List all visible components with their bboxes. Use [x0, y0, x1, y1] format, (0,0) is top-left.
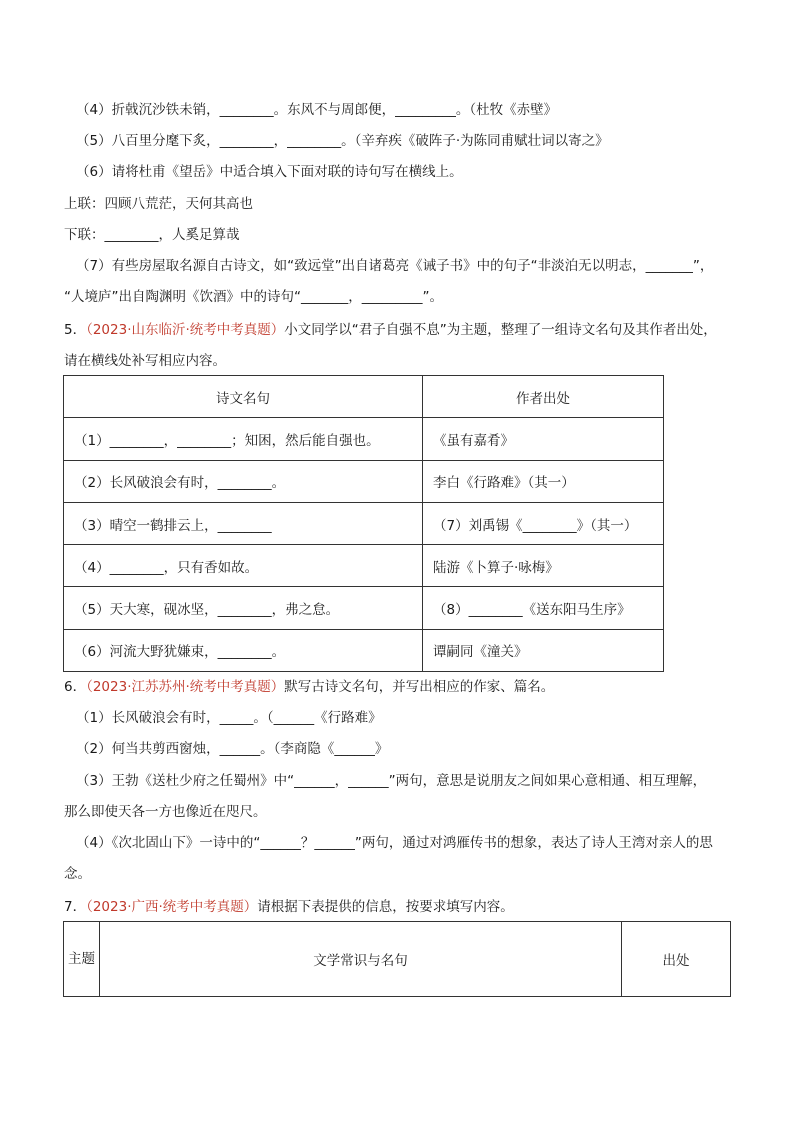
table-cell: （3）晴空一鹤排云上，________	[64, 502, 423, 544]
table-cell: 李白《行路难》（其一）	[423, 460, 664, 502]
q4-item-7-cont: “人境庐”出自陶渊明《饮酒》中的诗句“_______，_________”。	[64, 289, 443, 305]
column-header: 主题	[64, 922, 100, 997]
couplet-upper: 上联：四顾八荒茫，天何其高也	[64, 196, 253, 212]
table-header-row	[64, 376, 664, 418]
exam-source: （2023·山东临沂·统考中考真题）	[86, 322, 285, 338]
q4-item-6: （6）请将杜甫《望岳》中适合填入下面对联的诗句写在横线上。	[76, 164, 463, 180]
table-cell: 陆游《卜算子·咏梅》	[423, 545, 664, 587]
q7-table	[63, 921, 731, 997]
question-number: 6．	[64, 679, 87, 695]
table-cell: （6）河流大野犹嫌束，________。	[64, 629, 423, 671]
table-cell: （4）________，只有香如故。	[64, 545, 423, 587]
table-cell: （1）________，________；知困，然后能自强也。	[64, 418, 423, 460]
q6-item-3: （3）王勃《送杜少府之任蜀州》中“______，______”两句，意思是说朋友之间如果心意相通、相互理解，	[76, 773, 707, 789]
column-header: 作者出处	[423, 376, 664, 418]
table-row	[64, 418, 664, 460]
question-number: 7．	[64, 899, 87, 915]
q6-stem	[64, 677, 554, 697]
table-header-row	[64, 922, 731, 997]
table-row	[64, 502, 664, 544]
column-header: 诗文名句	[64, 376, 423, 418]
couplet-lower: 下联：________，人奚足算哉	[64, 227, 240, 243]
question-number: 5．	[64, 322, 87, 338]
q6-item-4-cont: 念。	[64, 866, 91, 882]
table-cell: 《虽有嘉肴》	[423, 418, 664, 460]
exam-source: （2023·广西·统考中考真题）	[86, 899, 258, 915]
table-cell: （2）长风破浪会有时，________。	[64, 460, 423, 502]
q6-item-4: （4）《次北固山下》一诗中的“______？______”两句，通过对鸿雁传书的想象，表达了诗人王湾对亲人的思	[76, 835, 713, 851]
q4-item-5: （5）八百里分麾下炙，________，________。（辛弃疾《破阵子·为陈同甫赋壮词以寄之》	[76, 133, 609, 149]
table-row	[64, 629, 664, 671]
q5-table	[63, 375, 664, 672]
column-header: 出处	[622, 922, 731, 997]
q4-item-4: （4）折戟沉沙铁未销，________。东风不与周郎便，_________。（杜牧《赤壁》	[76, 102, 558, 118]
table-row	[64, 587, 664, 629]
q6-item-3-cont: 那么即使天各一方也像近在咫尺。	[64, 804, 267, 820]
table-row	[64, 460, 664, 502]
table-cell: （7）刘禹锡《________》（其一）	[423, 502, 664, 544]
exam-source: （2023·江苏苏州·统考中考真题）	[86, 679, 285, 695]
q6-item-2: （2）何当共剪西窗烛，______。（李商隐《______》	[76, 741, 389, 757]
table-cell: 谭嗣同《潼关》	[423, 629, 664, 671]
table-row	[64, 545, 664, 587]
table-cell: （8）________《送东阳马生序》	[423, 587, 664, 629]
table-cell: （5）天大寒，砚冰坚，________，弗之怠。	[64, 587, 423, 629]
column-header: 文学常识与名句	[100, 922, 622, 997]
question-text: 小文同学以“君子自强不息”为主题，整理了一组诗文名句及其作者出处，	[284, 322, 717, 338]
q5-stem	[64, 320, 717, 340]
q4-item-7: （7）有些房屋取名源自古诗文，如“致远堂”出自诸葛亮《诫子书》中的句子“非淡泊无以明志，_______”，	[76, 258, 714, 274]
q7-stem	[64, 897, 514, 917]
q5-stem-cont: 请在横线处补写相应内容。	[64, 353, 226, 369]
question-text: 默写古诗文名句，并写出相应的作家、篇名。	[284, 679, 555, 695]
q6-item-1: （1）长风破浪会有时，_____。（______《行路难》	[76, 710, 382, 726]
question-text: 请根据下表提供的信息，按要求填写内容。	[257, 899, 514, 915]
